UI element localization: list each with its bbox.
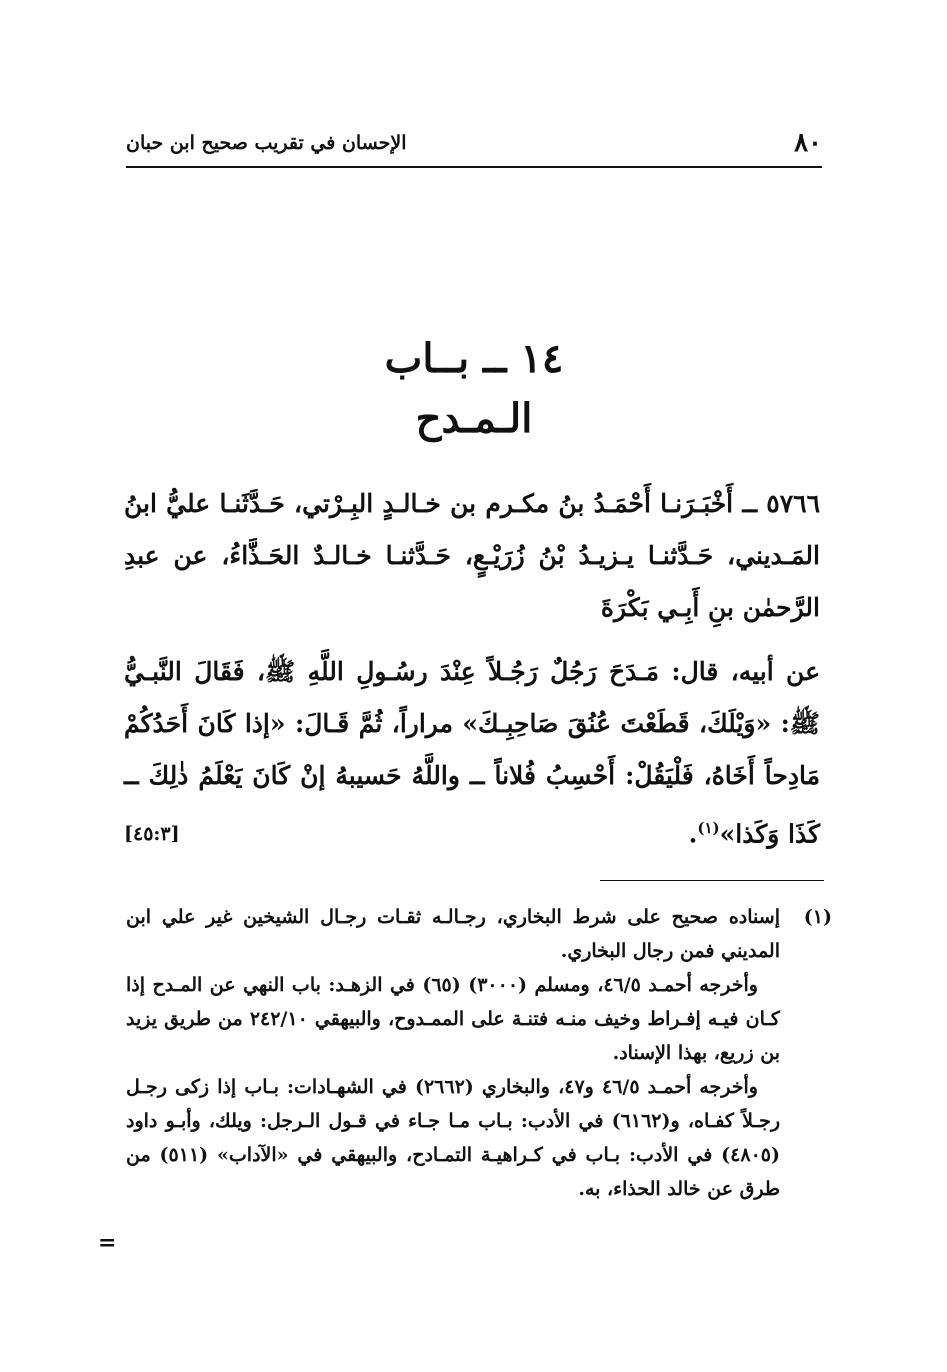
hadith-matn: [124, 646, 820, 860]
chapter-title: الـمـدح: [415, 395, 533, 442]
running-header: [126, 126, 822, 168]
page-number: ٨٠: [794, 128, 822, 158]
footnote-number: (١): [803, 906, 832, 928]
continuation-mark: =: [98, 1230, 117, 1256]
chapter-number: ١٤ ــ بــاب: [384, 335, 564, 382]
footnote-paragraph: وأخرجه أحمـد ٤٦/٥ و٤٧، والبخاري (٢٦٦٢) في الشهـادات: بـاب إذا زكى رجـل رجـلاً كفـاه، و(٦١٦٢) في الأدب: بـاب مـا جـاء في قـول الـرجل: ويلك، وأبـو داود (٤٨٠٥) في الأدب: بـاب في كـراهيـة التمـادح، والبيهقي في «الآداب» (٥١١) من طرق عن خالد الحذاء، به.: [126, 1076, 780, 1200]
hadith-reference: [٤٥:٣]: [124, 823, 180, 846]
chapter-heading: [126, 330, 822, 450]
hadith-matn-text: عن أبيه، قال: مَـدَحَ رَجُلٌ رَجُـلاً عِنْدَ رسُـولِ اللَّهِ ﷺ، فَقَالَ النَّبـيُّ ﷺ: «وَيْلَكَ، قَطَعْتَ عُنُقَ صَاحِبِـكَ» مراراً، ثُمَّ قَـالَ: «إذا كَانَ أَحَدُكُمْ مَادِحاً أَخَاهُ، فَلْيَقُلْ: أَحْسِبُ فُلاناً ــ واللَّهُ حَسيبهُ إنْ كَانَ يَعْلَمُ ذٰلِكَ ــ كَذَا وَكَذا»: [124, 657, 820, 849]
footnote-separator: [600, 880, 824, 881]
hadith-body: [124, 478, 820, 860]
footnote-entry: [126, 900, 832, 1206]
footnotes: [126, 900, 832, 1206]
book-title: الإحسان في تقريب صحيح ابن حبان: [126, 132, 407, 154]
footnote-marker: (١): [697, 819, 720, 837]
hadith-end-punct: .: [688, 819, 698, 849]
footnote-paragraph: إسناده صحيح على شرط البخاري، رجـالـه ثقـات رجـال الشيخين غير علي ابن المديني فمن رجال البخاري.: [126, 906, 780, 962]
footnote-paragraph: وأخرجه أحمـد ٤٦/٥، ومسلم (٣٠٠٠) (٦٥) في الزهـد: باب النهي عن المـدح إذا كـان فيـه إفـراط وخيف منـه فتنـة على الممـدوح، والبيهقي ٢٤٢/١٠ من طريق يزيد بن زريع، بهذا الإسناد.: [126, 974, 780, 1064]
hadith-isnad: ٥٧٦٦ ــ أَخْبَـرَنـا أَحْمَـدُ بنُ مكـرم بن خـالـدٍ البِـرْتي، حَـدَّثَنـا عليُّ ابنُ المَـديني، حَـدَّثنـا يـزيـدُ بْنُ زُرَيْـعٍ، حَـدَّثنـا خـالـدٌ الحَـذَّاءُ، عن عبدِ الرَّحمٰن بنِ أَبِـي بَكْرَةَ: [124, 489, 820, 622]
